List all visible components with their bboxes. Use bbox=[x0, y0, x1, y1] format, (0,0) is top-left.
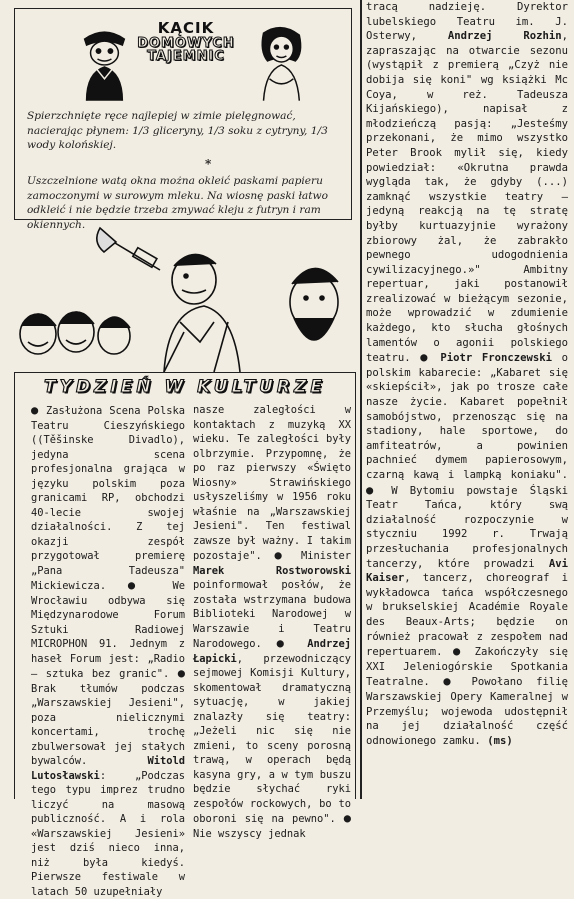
bullet-icon: ● bbox=[343, 811, 351, 825]
trumpeter-man-icon bbox=[164, 254, 240, 372]
bullet-icon: ● bbox=[31, 403, 39, 417]
bearded-man-icon bbox=[290, 268, 338, 340]
name-fronczewski: Piotr Fronczewski bbox=[440, 352, 552, 365]
laughing-faces-icon bbox=[20, 312, 130, 354]
text-lutoslawski-quote: : „Podczas tego typu imprez trudno liczyć na masową publiczność. A i rola «Warszawskiej Jesieni» jest dziś nieco inna, niż była kiedyś. Pierwsze festiwale w latach 50 uzupełniały bbox=[31, 769, 185, 898]
kacik-title bbox=[111, 21, 261, 64]
kacik-title-line3: TAJEMNIC bbox=[147, 49, 225, 65]
text-lapicki: , przewodniczący sejmowej Komisji Kultury, skomentował dramatyczną sytuację, w jakiej znalazły się teatry: „Jeżeli nic się nie zmieni, to sceny porosną trawą, w operach będą kasyna gry, a w tym buszu będzie słychać ryki zespołów rockowych, bo to oboroni się na pewno". bbox=[193, 652, 351, 825]
bullet-icon: ● bbox=[452, 644, 465, 659]
column-divider bbox=[360, 0, 362, 799]
column-left bbox=[31, 403, 185, 899]
text-przemysl: Powołano filię Warszawskiej Opery Kameralnej w Przemyślu; wojewoda udostępnił na jej działalność część odnowionego zamku. bbox=[366, 676, 568, 747]
article-right bbox=[366, 0, 568, 748]
article-continued bbox=[193, 403, 351, 841]
separator-star: * bbox=[205, 157, 212, 171]
text-kabaret: o polskim kabarecie: „Kabaret się «skiepścił», jak po trosze całe nasze życie. Kabaret popełnił samobójstwo, przenosząc się na stadiony, hale sportowe, do amfiteatrów, a powinien pachnieć dymem papierosowym, czarną kawą i lampką koniaku". bbox=[366, 352, 568, 481]
text-rozhin: , zapraszając na otwarcie sezonu (wystąpił z premierą „Czyż nie dobija się koni" wg książki Mc Coya, w reż. Tadeusza Kijańskiego), napisał z młodzieńczą pasją: „Jesteśmy przekonani, że mimo wszystko Peter Brook mylił się, kiedy powiedział: «Okrutna prawda wygląda tak, że gdyby (...) zamknąć wszystkie teatry — jedyną reakcją na tę stratę byłby kurtuazyjnie wyrażony zbiorowy żal, że zabrakło pewnego udogodnienia cywilizacyjnego.»" Ambitny repertuar, jaki postanowił zrealizować w bieżącym sezonie, może wprowadzić w zdumienie każdego, kto słucha głośnych lamentów o agonii polskiego teatru. bbox=[366, 30, 568, 365]
text-minister: Minister bbox=[300, 550, 351, 562]
text-cieszyn: Zasłużona Scena Polska Teatru Cieszyńskiego ((Těšinske Divadlo), jedyna scena profesjonalna grająca w języku polskim poza granicami RP, obchodzi 40-lecie swojej działalności. Z tej okazji zespół przygotował premierę „Pana Tadeusza" Mickiewicza. bbox=[31, 405, 185, 592]
bullet-icon: ● bbox=[177, 666, 185, 680]
kacik-title-line1: KĄCIK bbox=[157, 19, 215, 37]
text-jelenia-gora: Zakończyły się XXI Jeleniogórskie Spotkania Teatralne. bbox=[366, 646, 568, 689]
section-title: TYDZIEŃ W KULTURZE bbox=[44, 377, 326, 397]
name-lutoslawski: Witold Lutosławski bbox=[31, 755, 185, 782]
signature: (ms) bbox=[487, 734, 513, 747]
name-rozhin: Andrzej Rozhin bbox=[447, 30, 562, 43]
kacik-title-line2: DOMOWYCH bbox=[137, 35, 235, 51]
trumpeter-illustration bbox=[14, 222, 356, 372]
text-kaiser: , tancerz, choreograf i wykładowca tańca współczesnego w brukselskiej Académie Royale des Beaux-Arts; będzie on również pracował z zespołem nad repertuarem. bbox=[366, 572, 568, 659]
name-kaiser: Avi Kaiser bbox=[366, 557, 568, 585]
text-nie-wszyscy: Nie wszyscy jednak bbox=[193, 827, 306, 840]
text-biblioteka: poinformował posłów, że została wstrzymana budowa Biblioteki Narodowej w Warszawie i Teatru Narodowego. bbox=[193, 579, 351, 650]
bullet-icon: ● bbox=[274, 548, 289, 562]
bullet-icon: ● bbox=[366, 482, 380, 497]
text-quote-continued: nasze zaległości w kontaktach z muzyką XX wieku. Te zaległości były olbrzymie. Przypomnę, że po raz pierwszy «Święto Wiosny» Strawińskiego usłyszeliśmy w 1956 roku właśnie na „Warszawskiej Jesieni". Ten festiwal zawsze był ważny. I takim pozostaje". bbox=[193, 404, 351, 562]
text-lublin: tracą nadzieję. Dyrektor lubelskiego Teatru im. J. Osterwy, bbox=[366, 1, 568, 43]
column-right bbox=[366, 0, 568, 748]
article-cieszyn bbox=[31, 403, 185, 899]
bullet-icon: ● bbox=[443, 674, 458, 689]
text-wroclaw: We Wrocławiu odbywa się Międzynarodowe Forum Sztuki Radiowej MICROPHON 91. Jednym z haseł Forum jest: „Radio — sztuka bez granic". bbox=[31, 580, 185, 680]
woman-with-hair-icon bbox=[262, 28, 300, 101]
name-rostworowski: Marek Rostworowski bbox=[193, 564, 351, 577]
text-bytom: W Bytomiu powstaje Śląski Teatr Tańca, który swą działalność rozpoczynie w styczniu 1992 r. Trwają przesłuchania profesjonalnych tancerzy, które prowadzi bbox=[366, 484, 568, 570]
name-lapicki: Andrzej Łapicki bbox=[193, 638, 351, 665]
text-warszawska-jesien: Brak tłumów podczas „Warszawskiej Jesieni", poza nielicznymi koncertami, trochę zbulwersował jej stałych bywalców. bbox=[31, 682, 185, 767]
bullet-icon: ● bbox=[127, 578, 151, 592]
column-middle bbox=[193, 403, 351, 841]
bullet-icon: ● bbox=[276, 636, 293, 650]
tip-hands: Spierzchnięte ręce najlepiej w zimie pielęgnować, nacierając płynem: 1/3 gliceryny, 1/3 soku z cytryny, 1/3 wody kolońskiej. bbox=[27, 110, 328, 151]
tydzien-w-kulturze-box bbox=[14, 372, 356, 898]
bullet-icon: ● bbox=[420, 350, 431, 365]
trumpet-icon bbox=[97, 228, 160, 270]
kacik-domowych-tajemnic-box bbox=[14, 8, 352, 231]
tip-windows: Uszczelnione watą okna można okleić paskami papieru zamoczonymi w surowym mleku. Na wiosnę paski łatwo odkleić i nie będzie trzeba zmywać kleju z futryn i ram okiennych. bbox=[27, 175, 328, 231]
